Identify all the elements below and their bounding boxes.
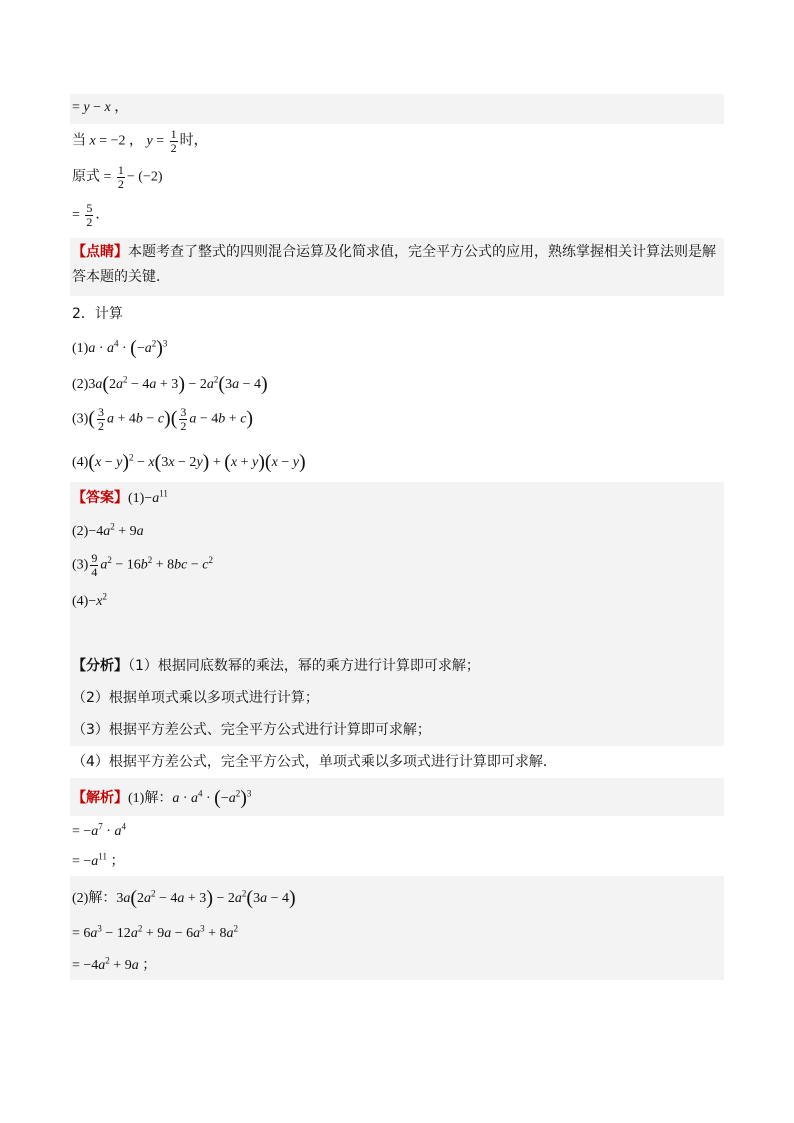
- answer-line-2: $(2)-4a^2 + 9a$: [70, 514, 724, 548]
- answer-line-1: 【答案】$(1)-a^{11}$: [70, 482, 724, 514]
- question-title: [70, 296, 724, 328]
- solution-line: = $-4a^2 + 9a$ ；: [70, 948, 724, 980]
- solution-line: = $-a^{11}$ ；: [72, 851, 125, 869]
- dianjing-label: 【点睛】: [72, 244, 128, 260]
- analysis-item: （3）根据平方差公式、完全平方公式进行计算即可求解；: [72, 722, 431, 738]
- question-part-1: $(1)a \cdot a^4 \cdot (-a^2)^3$: [72, 337, 168, 359]
- analysis-item: （1）根据同底数幂的乘法，幂的乘方进行计算即可求解；: [128, 658, 480, 674]
- question-part-2: $(2)3a(2a^2 - 4a + 3) - 2a^2(3a - 4)$: [72, 373, 268, 395]
- step-line: = y − x ，: [70, 94, 724, 124]
- step-line: 当 x = −2 ， y = $\frac{1}{2}$ 时，: [72, 127, 208, 155]
- analysis-label: 【分析】: [72, 658, 128, 674]
- fraction: $\frac{5}{2}$: [86, 201, 93, 229]
- document-page: [70, 94, 724, 980]
- solution-line: = $-a^7 \cdot a^4$: [72, 821, 126, 839]
- question-number: 2．: [72, 306, 95, 322]
- question-part-3: (3)( $\frac{3}{2}$ a + 4b − c)( $\frac{3}{2}$ a − 4b + c): [72, 405, 254, 433]
- dianjing-text-2: 答本题的关键．: [72, 269, 170, 285]
- question-text: 计算: [94, 306, 123, 322]
- word-dang: 当: [72, 132, 86, 149]
- question-part-4: $(4)(x - y)^2 - x(3x - 2y) + (x + y)(x - y)$: [72, 451, 306, 473]
- step-line: = $\frac{5}{2}$ ．: [72, 201, 110, 229]
- answer-label: 【答案】: [72, 490, 128, 506]
- answer-line-3: (3) $\frac{9}{4}$ $a^2 - 16b^2 + 8bc - c^2$: [70, 548, 724, 586]
- word-yuanshi: 原式: [72, 168, 100, 185]
- solution-line: = $6a^3 - 12a^2 + 9a - 6a^3 + 8a^2$: [70, 916, 724, 948]
- blank-line: [70, 616, 724, 650]
- fraction: $\frac{1}{2}$: [117, 163, 124, 191]
- analysis-line: [70, 714, 724, 746]
- analysis-line: [70, 682, 724, 714]
- step-line: 原式 = $\frac{1}{2}$ − (−2): [72, 163, 163, 191]
- fraction: $\frac{1}{2}$: [170, 127, 177, 155]
- solution-label: 【解析】: [72, 790, 128, 806]
- word-shi: 时，: [179, 132, 208, 149]
- analysis-item: （2）根据单项式乘以多项式进行计算；: [72, 690, 319, 706]
- answer-line-4: $(4)-x^2$: [70, 586, 724, 616]
- dianjing-block: [70, 238, 724, 296]
- analysis-line: [70, 746, 724, 778]
- analysis-item: （4）根据平方差公式，完全平方公式，单项式乘以多项式进行计算即可求解．: [72, 754, 557, 770]
- solution-line: 【解析】(1)解：$a \cdot a^4 \cdot (-a^2)^3$: [70, 778, 724, 816]
- analysis-line: [70, 650, 724, 682]
- solution-line: (2)解：$3a(2a^2 - 4a + 3) - 2a^2(3a - 4)$: [70, 876, 724, 916]
- dianjing-text-1: 本题考查了整式的四则混合运算及化简求值，完全平方公式的应用，熟练掌握相关计算法则是解: [128, 244, 716, 260]
